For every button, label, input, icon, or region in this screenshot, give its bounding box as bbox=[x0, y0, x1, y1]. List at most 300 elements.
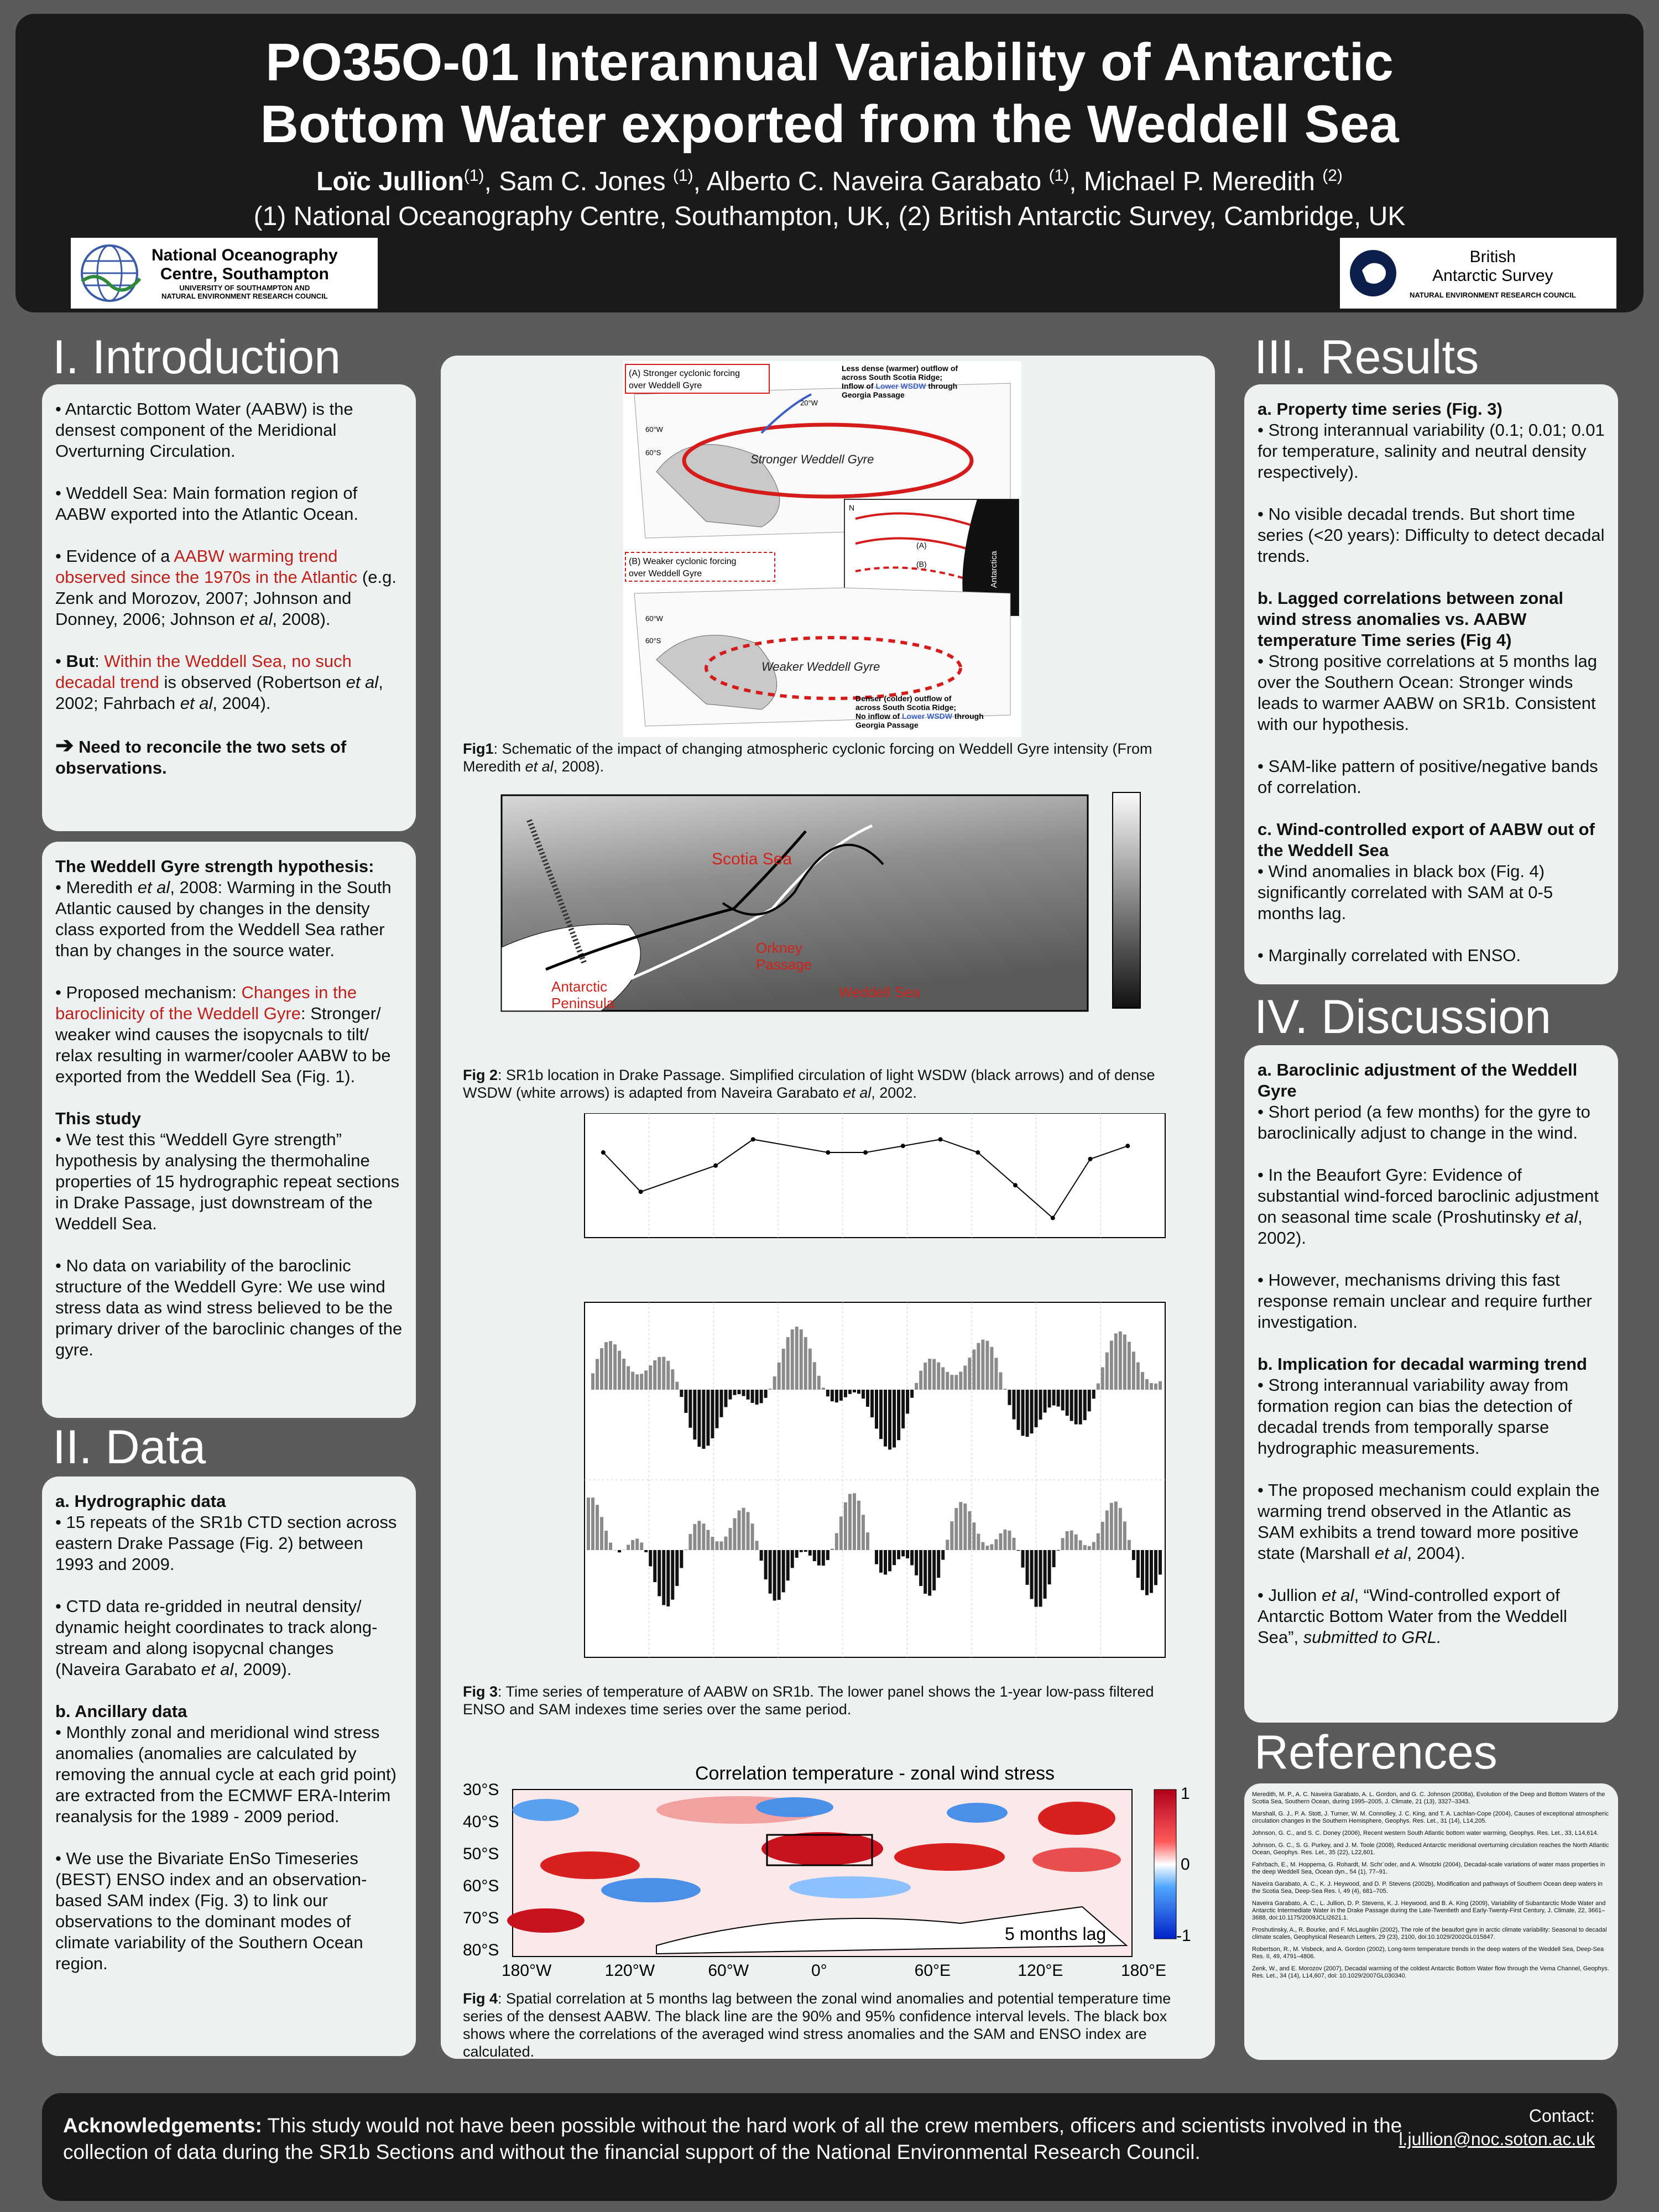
enso-bar bbox=[808, 1349, 812, 1390]
sam-bar bbox=[946, 1540, 949, 1550]
sam-bar bbox=[1048, 1550, 1051, 1584]
sam-bar bbox=[866, 1532, 869, 1550]
sam-bar bbox=[733, 1518, 737, 1550]
sam-bar bbox=[906, 1550, 909, 1558]
enso-bar bbox=[994, 1358, 998, 1390]
enso-bar bbox=[901, 1390, 905, 1428]
sam-bar bbox=[1119, 1508, 1122, 1550]
figure-panel bbox=[441, 356, 1215, 2059]
enso-bar bbox=[1021, 1390, 1025, 1436]
sam-bar bbox=[755, 1541, 759, 1550]
enso-bar bbox=[1052, 1390, 1056, 1405]
temperature-point bbox=[826, 1150, 830, 1155]
temperature-point bbox=[1013, 1183, 1018, 1187]
sam-bar bbox=[959, 1502, 962, 1550]
enso-bar bbox=[1039, 1390, 1042, 1420]
enso-bar bbox=[1048, 1390, 1051, 1407]
enso-bar bbox=[1114, 1333, 1118, 1390]
fig1-caption: Fig1: Schematic of the impact of changing atmospheric cyclonic forcing on Weddell Gyre intensity (From Meredith et al, 2008). bbox=[463, 740, 1152, 775]
enso-bar bbox=[946, 1372, 949, 1390]
svg-text:Weaker Weddell Gyre: Weaker Weddell Gyre bbox=[761, 660, 880, 674]
sam-bar bbox=[680, 1550, 683, 1568]
reference-item: Robertson, R., M. Visbeck, and A. Gordon (2002), Long-term temperature trends in the deep waters of the Weddell Sea, Deep-Sea Res. II, 49, 4791–4806. bbox=[1252, 1946, 1604, 1960]
sam-bar bbox=[963, 1504, 967, 1550]
sam-bar bbox=[635, 1538, 639, 1550]
sam-bar bbox=[968, 1511, 971, 1550]
sam-bar bbox=[932, 1550, 936, 1590]
sam-bar bbox=[1105, 1510, 1109, 1550]
enso-bar bbox=[702, 1390, 705, 1449]
temperature-point bbox=[639, 1190, 643, 1194]
sam-bar bbox=[844, 1503, 847, 1550]
hypothesis-box: The Weddell Gyre strength hypothesis: • Meredith et al, 2008: Warming in the South Atlantic caused by changes in the density class exported from the Weddell Sea rather than by changes in the source water. • Proposed mechanism: Changes in the baroclinicity of the Weddell Gyre: Stronger/ weaker wind causes the isopycnals to tilt/ relax resulting in warmer/cooler AABW to be exported from the Weddell Sea (Fig. 1). This study • We test this “Weddell Gyre strength” hypothesis by analysing the thermohaline properties of 15 hydrographic repeat sections in Drake Passage, just downstream of the Weddell Sea. • No data on variability of the baroclinic structure of the Weddell Gyre: We use wind stress data as wind stress believed to be the primary driver of the baroclinic changes of the gyre. bbox=[42, 842, 416, 1418]
enso-bar bbox=[968, 1358, 971, 1390]
svg-text:(B): (B) bbox=[916, 560, 927, 568]
enso-bar bbox=[724, 1390, 727, 1407]
enso-bar bbox=[706, 1390, 709, 1446]
reference-item: Johnson, G. C., S. G. Purkey, and J. M. Toole (2008), Reduced Antarctic meridional overturning circulation reaches the North Atlantic Ocean, Geophys. Res. Let., 35 (22), L22,601. bbox=[1252, 1842, 1609, 1856]
enso-bar bbox=[1083, 1390, 1087, 1420]
sam-bar bbox=[697, 1521, 701, 1550]
enso-bar bbox=[959, 1371, 962, 1390]
sam-bar bbox=[1057, 1550, 1060, 1551]
fig2-caption: Fig 2: SR1b location in Drake Passage. Simplified circulation of light WSDW (black arrows) and of dense WSDW (white arrows) is adapted from Naveira Garabato et al, 2002. bbox=[463, 1067, 1155, 1101]
sam-bar bbox=[751, 1524, 754, 1550]
enso-bar bbox=[817, 1376, 821, 1390]
enso-bar bbox=[884, 1390, 887, 1447]
enso-bar bbox=[919, 1371, 922, 1390]
svg-text:Less dense (warmer) outflow of: Less dense (warmer) outflow of bbox=[842, 364, 958, 373]
sam-bar bbox=[782, 1550, 785, 1592]
sam-bar bbox=[879, 1550, 883, 1573]
enso-bar bbox=[831, 1390, 834, 1401]
sam-bar bbox=[813, 1550, 816, 1561]
enso-bar bbox=[613, 1344, 617, 1390]
fig4-x-tick: 180°E bbox=[1121, 1961, 1167, 1980]
reference-item: Proshutinsky, A., R. Bourke, and F. McLaughlin (2002), The role of the beaufort gyre in arctic climate variability: Seasonal to decadal climate scales, Geophysical Research Letters, 29 (23), 2100, doi:10.1029/2002GL015847. bbox=[1252, 1927, 1607, 1940]
sam-bar bbox=[688, 1534, 692, 1550]
reference-item: Meredith, M. P., A. C. Naveira Garabato, A. L. Gordon, and G. C. Johnson (2008a), Evolution of the Deep and Bottom Waters of the Scotia Sea, Southern Ocean, during 1995–2005, J. Climate, 21 (13), 3327–3343. bbox=[1252, 1791, 1605, 1805]
sam-bar bbox=[591, 1498, 594, 1550]
sam-bar bbox=[719, 1541, 723, 1550]
enso-bar bbox=[835, 1390, 838, 1402]
enso-bar bbox=[1141, 1372, 1144, 1390]
reference-item: Johnson, G. C., and S. C. Doney (2006), Recent western South Atlantic bottom water warming, Geophys. Res. Let., 33, L14,614. bbox=[1252, 1830, 1599, 1837]
sam-bar bbox=[715, 1541, 718, 1550]
fig4-colorbar bbox=[1154, 1790, 1176, 1939]
enso-bar bbox=[950, 1375, 953, 1390]
sam-bar bbox=[1154, 1550, 1157, 1585]
svg-text:Passage: Passage bbox=[756, 956, 812, 973]
sam-bar bbox=[791, 1550, 794, 1568]
fig4-caption: Fig 4: Spatial correlation at 5 months lag between the zonal wind anomalies and potential temperature time series of the densest AABW. The black line are the 90% and 95% confidence interval levels. The black box shows where the correlations of the averaged wind stress anomalies and the SAM and ENSO index are calculated. bbox=[463, 1990, 1171, 2060]
enso-bar bbox=[844, 1390, 847, 1397]
sam-bar bbox=[835, 1533, 838, 1550]
sam-bar bbox=[675, 1550, 679, 1586]
enso-bar bbox=[591, 1373, 594, 1390]
enso-bar bbox=[728, 1390, 732, 1400]
enso-bar bbox=[924, 1363, 927, 1390]
enso-bar bbox=[1016, 1390, 1020, 1430]
svg-text:(B) Weaker cyclonic forcing: (B) Weaker cyclonic forcing bbox=[629, 557, 737, 566]
enso-bar bbox=[1066, 1390, 1069, 1416]
sam-bar bbox=[977, 1533, 980, 1550]
authors: Loïc Jullion$^{(1)}$, Sam C. Jones $^{(1)}$, Alberto C. Naveira Garabato $^{(1)}$, Michael P. Meredith $^{(2)}$ bbox=[316, 166, 1343, 196]
enso-bar bbox=[937, 1363, 940, 1390]
svg-text:over Weddell Gyre: over Weddell Gyre bbox=[629, 381, 702, 390]
sam-bar bbox=[1016, 1550, 1020, 1551]
enso-bar bbox=[782, 1349, 785, 1390]
results-title: III. Results bbox=[1254, 331, 1479, 384]
sam-bar bbox=[693, 1524, 696, 1550]
enso-bar bbox=[857, 1390, 860, 1394]
sam-bar bbox=[848, 1494, 852, 1550]
sam-bar bbox=[817, 1550, 821, 1566]
enso-bar bbox=[1145, 1379, 1149, 1390]
sam-bar bbox=[1141, 1550, 1144, 1590]
enso-bar bbox=[1092, 1390, 1095, 1399]
sam-bar bbox=[640, 1542, 643, 1550]
enso-bar bbox=[778, 1363, 781, 1390]
sam-bar bbox=[1026, 1550, 1029, 1585]
enso-bar bbox=[719, 1390, 723, 1417]
discussion-title: IV. Discussion bbox=[1254, 990, 1551, 1044]
discussion-box: a. Baroclinic adjustment of the Weddell Gyre • Short period (a few months) for the gyre to baroclinically adjust to change in the wind. • In the Beaufort Gyre: Evidence of substantial wind-forced baroclinic adjustment on seasonal time scale (Proshutinsky et al, 2002). • However, mechanisms driving this fast response remain unclear and require further investigation. b. Implication for decadal warming trend • Strong interannual variability away from formation region can bias the detection of decadal trends from temporally sparse hydrographic measurements. • The proposed mechanism could explain the warming trend observed in the Atlantic as SAM exhibits a trend toward more positive state (Marshall et al, 2004). • Jullion et al, “Wind-controlled export of Antarctic Bottom Water from the Weddell Sea”, submitted to GRL. bbox=[1244, 1045, 1618, 1723]
temperature-point bbox=[751, 1137, 755, 1141]
fig4-x-tick: 60°E bbox=[914, 1961, 951, 1980]
sam-bar bbox=[711, 1537, 714, 1550]
intro-box: • Antarctic Bottom Water (AABW) is the densest component of the Meridional Overturning Circulation. • Weddell Sea: Main formation region of AABW exported into the Atlantic Ocean. • Evidence of a AABW warming trend observed since the 1970s in the Atlantic (e.g. Zenk and Morozov, 2007; Johnson and Donney, 2006; Johnson et al, 2008). • But: Within the Weddell Sea, no such decadal trend is observed (Robertson et al, 2002; Fahrbach et al, 2004). ➔ Need to reconcile the two sets of observations. bbox=[42, 384, 416, 831]
sam-bar bbox=[604, 1531, 608, 1550]
svg-text:Antarctica: Antarctica bbox=[989, 551, 999, 588]
arrow-right-icon: ➔ bbox=[55, 733, 74, 758]
enso-bar bbox=[1008, 1390, 1011, 1405]
enso-bar bbox=[1150, 1383, 1153, 1390]
reference-item: Fahrbach, E., M. Hoppema, G. Rohardt, M. Schr¨oder, and A. Wisotzki (2004), Decadal-scale variations of water mass properties in the deep Weddell Sea, Ocean dyn., 54 (1), 77–91. bbox=[1252, 1861, 1605, 1875]
sam-bar bbox=[1083, 1545, 1087, 1550]
sam-bar bbox=[1132, 1550, 1135, 1560]
enso-bar bbox=[875, 1390, 878, 1428]
enso-bar bbox=[755, 1390, 759, 1405]
sam-bar bbox=[1021, 1550, 1025, 1568]
enso-bar bbox=[941, 1367, 945, 1390]
enso-bar bbox=[1132, 1352, 1135, 1390]
sam-bar bbox=[728, 1528, 732, 1550]
enso-bar bbox=[839, 1390, 843, 1401]
sam-bar bbox=[981, 1542, 984, 1550]
footer bbox=[42, 2093, 1617, 2201]
fig4-x-tick: 60°W bbox=[708, 1961, 749, 1980]
sam-bar bbox=[1066, 1531, 1069, 1550]
enso-bar bbox=[1070, 1390, 1073, 1421]
enso-bar bbox=[1012, 1390, 1015, 1420]
sam-bar bbox=[1123, 1521, 1126, 1550]
fig4-y-tick: 30°S bbox=[463, 1781, 499, 1799]
temperature-point bbox=[863, 1150, 868, 1155]
header bbox=[15, 14, 1644, 312]
enso-bar bbox=[1110, 1340, 1113, 1390]
fig1-schematic bbox=[623, 361, 1021, 737]
sam-bar bbox=[596, 1505, 599, 1550]
svg-text:No inflow of Lower WSDW throug: No inflow of Lower WSDW through bbox=[855, 712, 984, 721]
svg-text:Stronger Weddell Gyre: Stronger Weddell Gyre bbox=[750, 452, 874, 466]
sam-bar bbox=[919, 1550, 922, 1586]
sam-bar bbox=[618, 1550, 621, 1552]
sam-bar bbox=[644, 1550, 648, 1552]
enso-bar bbox=[963, 1365, 967, 1390]
contact: Contact: l.jullion@noc.soton.ac.uk bbox=[1399, 2104, 1595, 2151]
enso-bar bbox=[738, 1390, 741, 1394]
enso-bar bbox=[1119, 1332, 1122, 1390]
enso-bar bbox=[1136, 1363, 1140, 1390]
sam-bar bbox=[937, 1550, 940, 1578]
svg-text:N: N bbox=[849, 503, 855, 512]
sam-bar bbox=[822, 1550, 825, 1566]
svg-text:Georgia Passage: Georgia Passage bbox=[855, 721, 919, 729]
sam-bar bbox=[662, 1550, 665, 1605]
enso-bar bbox=[684, 1390, 687, 1413]
enso-bar bbox=[769, 1389, 772, 1390]
fig4-x-tick: 180°W bbox=[502, 1961, 552, 1980]
poster-title: PO35O-01 Interannual Variability of Antarctic Bottom Water exported from the Weddell Sea bbox=[260, 33, 1399, 154]
sam-bar bbox=[941, 1550, 945, 1560]
enso-bar bbox=[1026, 1390, 1029, 1437]
fig4-lag-label: 5 months lag bbox=[1005, 1924, 1107, 1944]
sam-bar bbox=[1079, 1540, 1082, 1550]
enso-bar bbox=[910, 1390, 914, 1398]
temperature-point bbox=[975, 1150, 980, 1155]
enso-bar bbox=[972, 1349, 975, 1390]
enso-bar bbox=[826, 1390, 830, 1396]
enso-bar bbox=[981, 1339, 984, 1390]
acknowledgements: Acknowledgements: This study would not have been possible without the hard work of all the crew members, officers and scientists involved in the collection of data during the SR1b Sections and without the financial support of the National Environmental Research Council. bbox=[63, 2114, 1402, 2163]
sam-bar bbox=[724, 1537, 727, 1550]
sam-bar bbox=[1101, 1522, 1104, 1550]
sam-bar bbox=[1008, 1531, 1011, 1550]
enso-bar bbox=[879, 1390, 883, 1439]
temperature-point bbox=[713, 1164, 718, 1168]
sam-bar bbox=[862, 1515, 865, 1550]
enso-bar bbox=[999, 1373, 1002, 1390]
enso-bar bbox=[604, 1342, 608, 1390]
enso-bar bbox=[1061, 1390, 1065, 1410]
enso-bar bbox=[1097, 1384, 1100, 1390]
enso-bar bbox=[888, 1390, 891, 1449]
sam-bar bbox=[1035, 1550, 1038, 1607]
sam-bar bbox=[1052, 1550, 1056, 1567]
sam-bar bbox=[901, 1550, 905, 1556]
sam-bar bbox=[778, 1550, 781, 1600]
data-box: a. Hydrographic data • 15 repeats of the SR1b CTD section across eastern Drake Passage (Fig. 2) between 1993 and 2009. • CTD data re-gridded in neutral density/ dynamic height coordinates to track along-stream and along isopycnal changes (Naveira Garabato et al, 2009). b. Ancillary data • Monthly zonal and meridional wind stress anomalies (anomalies are calculated by removing the annual cycle at each grid point) are extracted from the ECMWF ERA-Interim reanalysis for the 1989 - 2009 period. • We use the Bivariate EnSo Timeseries (BEST) ENSO index and an observation-based SAM index (Fig. 3) to link our observations to the dominant modes of climate variability of the Southern Ocean region. bbox=[42, 1477, 416, 2056]
sam-bar bbox=[747, 1512, 750, 1550]
enso-bar bbox=[760, 1390, 763, 1403]
enso-bar bbox=[653, 1360, 656, 1390]
enso-bar bbox=[928, 1359, 931, 1390]
cb-bot: -1 bbox=[1176, 1927, 1191, 1945]
enso-bar bbox=[733, 1390, 737, 1395]
enso-bar bbox=[977, 1343, 980, 1390]
enso-bar bbox=[644, 1370, 648, 1390]
sam-bar bbox=[1136, 1550, 1140, 1578]
enso-bar bbox=[954, 1375, 958, 1390]
sam-bar bbox=[972, 1522, 975, 1550]
sam-bar bbox=[990, 1544, 993, 1550]
enso-bar bbox=[1074, 1390, 1078, 1425]
sam-bar bbox=[1114, 1501, 1118, 1550]
sam-bar bbox=[769, 1550, 772, 1594]
svg-text:Weddell Sea: Weddell Sea bbox=[839, 984, 920, 1000]
enso-bar bbox=[1079, 1390, 1082, 1425]
enso-bar bbox=[1128, 1342, 1131, 1390]
sam-bar bbox=[773, 1550, 776, 1600]
sam-bar bbox=[1074, 1535, 1078, 1550]
svg-text:20°W: 20°W bbox=[800, 399, 818, 407]
sam-bar bbox=[653, 1550, 656, 1582]
svg-text:Scotia Sea: Scotia Sea bbox=[712, 850, 792, 868]
sam-bar bbox=[897, 1550, 900, 1559]
svg-text:60°W: 60°W bbox=[645, 425, 663, 434]
enso-bar bbox=[791, 1329, 794, 1390]
bas-logo: British Antarctic Survey NATURAL ENVIRONMENT RESEARCH COUNCIL bbox=[1340, 238, 1616, 309]
sam-bar bbox=[1070, 1531, 1073, 1550]
enso-bar bbox=[627, 1366, 630, 1390]
sam-bar bbox=[924, 1550, 927, 1594]
enso-bar bbox=[675, 1382, 679, 1390]
fig4-y-tick: 50°S bbox=[463, 1845, 499, 1863]
sam-bar bbox=[1110, 1503, 1113, 1550]
sam-bar bbox=[893, 1550, 896, 1565]
sam-bar bbox=[1003, 1530, 1006, 1550]
sam-bar bbox=[839, 1516, 843, 1550]
enso-bar bbox=[631, 1372, 634, 1390]
reference-item: Naveira Garabato, A. C., K. J. Heywood, and D. P. Stevens (2002b), Modification and pathways of Southern Ocean deep waters in the Scotia Sea, Deep-Sea Res. I, 49 (4), 681–705. bbox=[1252, 1881, 1603, 1895]
sam-bar bbox=[587, 1498, 590, 1550]
enso-bar bbox=[1003, 1389, 1006, 1390]
sam-bar bbox=[671, 1550, 674, 1600]
sam-bar bbox=[800, 1550, 803, 1552]
sam-bar bbox=[853, 1493, 856, 1550]
reference-item: Zenk, W., and E. Morozov (2007), Decadal warming of the coldest Antarctic Bottom Water flow through the Vema Channel, Geophys. Res. Let., 34 (14), L14,607, doi: 10.1029/2007GL030340. bbox=[1252, 1965, 1609, 1979]
fig4-x-tick: 120°E bbox=[1018, 1961, 1063, 1980]
sam-bar bbox=[649, 1550, 652, 1566]
enso-bar bbox=[715, 1390, 718, 1428]
enso-bar bbox=[649, 1365, 652, 1390]
fig4-y-tick: 40°S bbox=[463, 1813, 499, 1831]
svg-text:Denser (colder) outflow of: Denser (colder) outflow of bbox=[855, 694, 952, 703]
enso-bar bbox=[600, 1348, 603, 1390]
enso-bar bbox=[751, 1390, 754, 1403]
enso-bar bbox=[848, 1390, 852, 1394]
enso-bar bbox=[764, 1390, 768, 1398]
enso-bar bbox=[866, 1390, 869, 1407]
sam-bar bbox=[760, 1550, 763, 1561]
temperature-point bbox=[1125, 1144, 1130, 1148]
fig4-y-tick: 60°S bbox=[463, 1877, 499, 1895]
svg-text:60°S: 60°S bbox=[645, 637, 661, 645]
enso-bar bbox=[688, 1390, 692, 1428]
sam-bar bbox=[999, 1533, 1002, 1550]
enso-bar bbox=[773, 1376, 776, 1390]
sam-bar bbox=[1030, 1550, 1034, 1599]
svg-text:Inflow of Lower WSDW through: Inflow of Lower WSDW through bbox=[842, 382, 958, 390]
sam-bar bbox=[1044, 1550, 1047, 1599]
sam-bar bbox=[666, 1550, 670, 1606]
antarctica-icon bbox=[1340, 240, 1406, 306]
enso-bar bbox=[795, 1327, 799, 1390]
temperature-point bbox=[1088, 1157, 1093, 1161]
fig3-caption: Fig 3: Time series of temperature of AABW on SR1b. The lower panel shows the 1-year low-pass filtered ENSO and SAM indexes time series over the same period. bbox=[463, 1683, 1154, 1718]
enso-bar bbox=[915, 1383, 918, 1390]
sam-bar bbox=[1150, 1550, 1153, 1593]
sam-bar bbox=[1097, 1533, 1100, 1550]
enso-bar bbox=[693, 1390, 696, 1439]
sam-bar bbox=[808, 1550, 812, 1556]
sam-bar bbox=[875, 1550, 878, 1564]
enso-bar bbox=[932, 1359, 936, 1390]
sam-bar bbox=[738, 1510, 741, 1550]
sam-bar bbox=[826, 1550, 830, 1560]
fig4-y-tick: 70°S bbox=[463, 1909, 499, 1927]
temperature-point bbox=[601, 1150, 606, 1155]
reference-item: Marshall, G. J., P. A. Stott, J. Turner, W. M. Connolley, J. C. King, and T. A. Lachlan-Cope (2004), Causes of exceptional atmospheric circulation changes in the Southern Hemisphere, Geophys. Res. Let., 31 (14), L14,205. bbox=[1252, 1811, 1609, 1824]
contact-email-link[interactable]: l.jullion@noc.soton.ac.uk bbox=[1399, 2129, 1595, 2149]
svg-text:Antarctic: Antarctic bbox=[551, 978, 608, 995]
enso-bar bbox=[1044, 1390, 1047, 1412]
references-box bbox=[1244, 1783, 1618, 2060]
affiliations: (1) National Oceanography Centre, Southampton, UK, (2) British Antarctic Survey, Cambridge, UK bbox=[253, 202, 1406, 231]
data-title: II. Data bbox=[53, 1421, 206, 1474]
reference-item: Naveira Garabato, A. C., L. Jullion, D. P. Stevens, K. J. Heywood, and B. A. King (2009), Variability of Subantarctic Mode Water and Antarctic Intermediate Water in the Drake Passage during the Late-Twentieth and Early-Twenty-First Century, J. Climate, 22, 3661–3688, doi:10.1175/2009JCLI2621.1. bbox=[1252, 1900, 1606, 1921]
enso-bar bbox=[1105, 1353, 1109, 1390]
sam-bar bbox=[928, 1550, 931, 1596]
svg-text:(A) Stronger cyclonic forcing: (A) Stronger cyclonic forcing bbox=[629, 369, 740, 378]
enso-bar bbox=[990, 1347, 993, 1390]
sam-bar bbox=[1012, 1538, 1015, 1550]
svg-text:60°S: 60°S bbox=[645, 448, 661, 457]
enso-bar bbox=[853, 1390, 856, 1392]
enso-bar bbox=[862, 1390, 865, 1399]
sam-bar bbox=[1159, 1550, 1162, 1574]
globe-icon bbox=[71, 240, 148, 306]
sam-bar bbox=[706, 1530, 709, 1550]
enso-bar bbox=[800, 1329, 803, 1390]
sam-bar bbox=[954, 1508, 958, 1550]
sam-bar bbox=[1145, 1550, 1149, 1595]
enso-bar bbox=[906, 1390, 909, 1413]
sam-bar bbox=[1088, 1546, 1091, 1550]
enso-bar bbox=[813, 1362, 816, 1390]
fig2-map bbox=[463, 781, 1204, 1052]
temperature-point bbox=[938, 1137, 943, 1141]
temperature-point bbox=[901, 1144, 905, 1148]
enso-bar bbox=[786, 1337, 790, 1390]
intro-title: I. Introduction bbox=[53, 331, 341, 384]
enso-bar bbox=[609, 1341, 612, 1390]
svg-text:Georgia Passage: Georgia Passage bbox=[842, 390, 905, 399]
results-box: a. Property time series (Fig. 3) • Strong interannual variability (0.1; 0.01; 0.01 for temperature, salinity and neutral density respectively). • No visible decadal trends. But short time series (<20 years): Difficulty to detect decadal trends. b. Lagged correlations between zonal wind stress anomalies vs. AABW temperature Time series (Fig 4) • Strong positive correlations at 5 months lag over the Southern Ocean: Stronger winds leads to warmer AABW on SR1b. Consistent with our hypothesis. • SAM-like pattern of positive/negative bands of correlation. c. Wind-controlled export of AABW out of the Weddell Sea • Wind anomalies in black box (Fig. 4) significantly correlated with SAM at 0-5 months lag. • Marginally correlated with ENSO. bbox=[1244, 384, 1618, 984]
enso-bar bbox=[985, 1341, 989, 1390]
fig3-top-plot-frame bbox=[585, 1113, 1165, 1238]
sam-bar bbox=[764, 1550, 768, 1579]
enso-bar bbox=[618, 1351, 621, 1390]
sam-bar bbox=[1061, 1538, 1065, 1550]
sam-bar bbox=[1092, 1542, 1095, 1550]
fig3-bottom-plot-frame bbox=[585, 1302, 1165, 1657]
sam-bar bbox=[804, 1550, 807, 1552]
enso-bar bbox=[666, 1361, 670, 1390]
sam-bar bbox=[627, 1545, 630, 1550]
sam-bar bbox=[786, 1550, 790, 1580]
